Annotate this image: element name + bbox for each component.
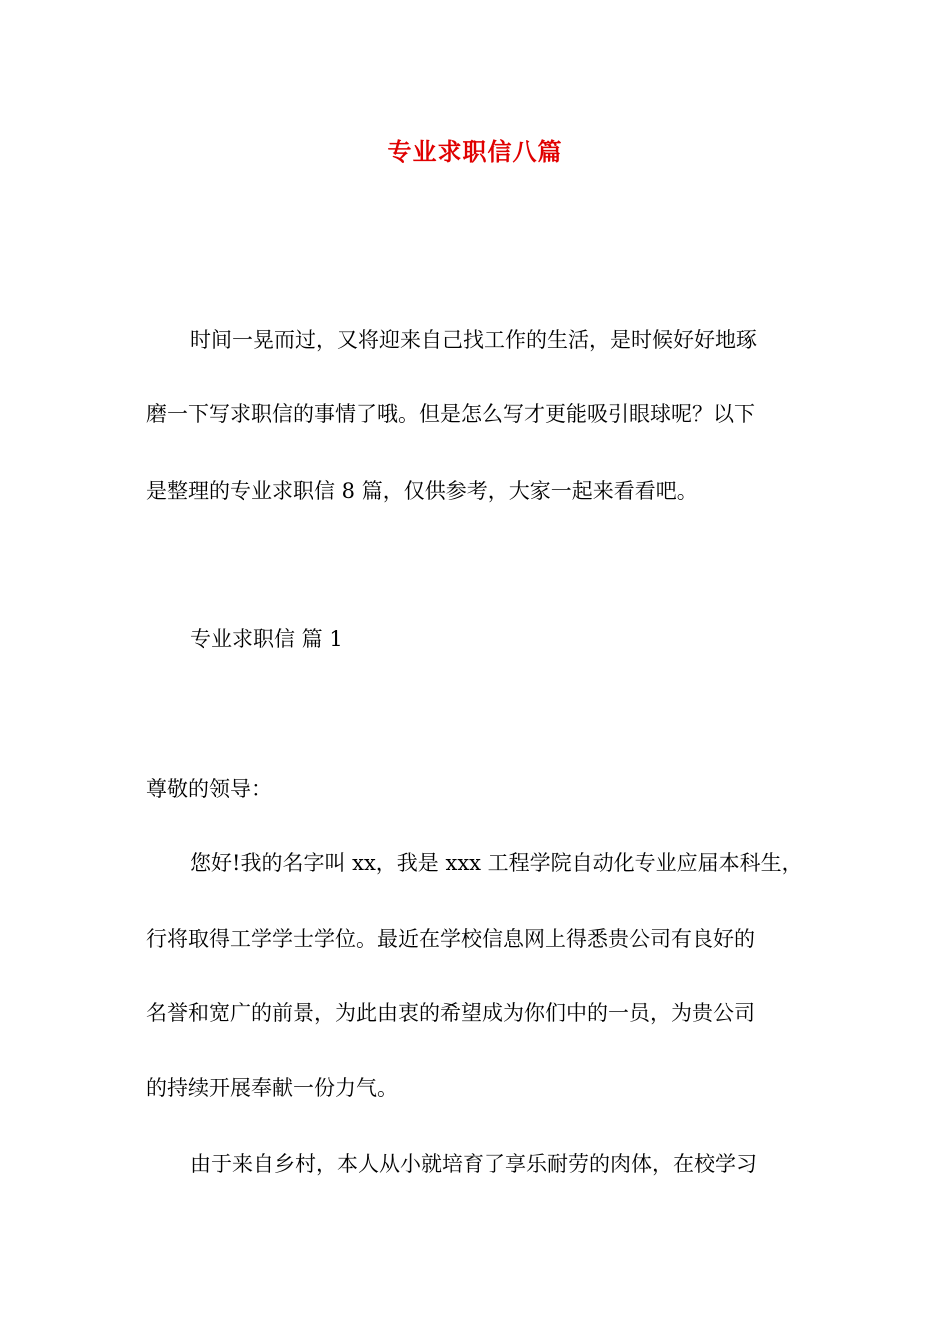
paragraph-line: 时间一晃而过，又将迎来自己找工作的生活，是时候好好地琢 [190, 328, 757, 352]
paragraph-line: 行将取得工学学士学位。最近在学校信息网上得悉贵公司有良好的 [146, 927, 755, 951]
paragraph-line: 是整理的专业求职信 8 篇，仅供参考，大家一起来看看吧。 [146, 479, 698, 503]
paragraph-line: 名誉和宽广的前景，为此由衷的希望成为你们中的一员，为贵公司 [146, 1001, 755, 1025]
paragraph-line: 磨一下写求职信的事情了哦。但是怎么写才更能吸引眼球呢？以下 [146, 402, 755, 426]
paragraph-line: 由于来自乡村，本人从小就培育了享乐耐劳的肉体，在校学习 [190, 1152, 757, 1176]
paragraph-line: 您好!我的名字叫 xx，我是 xxx 工程学院自动化专业应届本科生， [190, 851, 803, 875]
document-title: 专业求职信八篇 [387, 137, 563, 166]
section-heading: 专业求职信 篇 1 [190, 627, 343, 651]
salutation: 尊敬的领导： [146, 777, 272, 801]
paragraph-line: 的持续开展奉献一份力气。 [146, 1076, 398, 1100]
